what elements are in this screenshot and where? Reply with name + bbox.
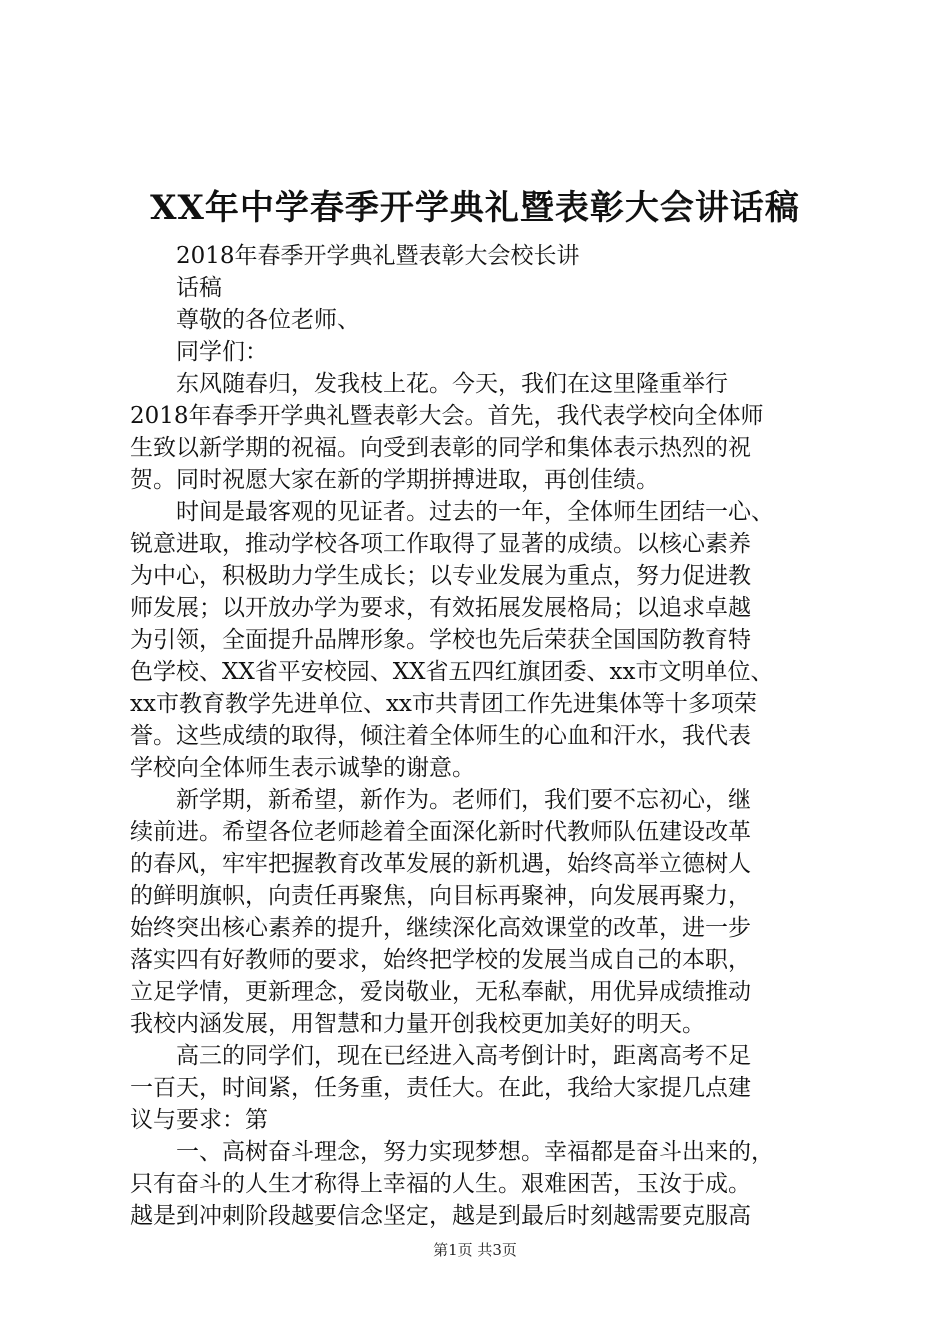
body-line: 誉。这些成绩的取得，倾注着全体师生的心血和汗水，我代表	[130, 723, 751, 749]
body-line: 我校内涵发展，用智慧和力量开创我校更加美好的明天。	[130, 1011, 705, 1037]
body-line: 同学们：	[176, 339, 268, 365]
body-line: 锐意进取，推动学校各项工作取得了显著的成绩。以核心素养	[130, 531, 751, 557]
body-line: 话稿	[176, 275, 222, 301]
body-line: 时间是最客观的见证者。过去的一年，全体师生团结一心、	[176, 499, 774, 525]
body-line: 的鲜明旗帜，向责任再聚焦，向目标再聚神，向发展再聚力，	[130, 883, 751, 909]
body-line: 落实四有好教师的要求，始终把学校的发展当成自己的本职，	[130, 947, 751, 973]
body-line: 一、高树奋斗理念，努力实现梦想。幸福都是奋斗出来的，	[176, 1139, 774, 1165]
body-line: xx市教育教学先进单位、xx市共青团工作先进集体等十多项荣	[130, 691, 757, 717]
body-line: 高三的同学们，现在已经进入高考倒计时，距离高考不足	[176, 1043, 751, 1069]
body-line: 始终突出核心素养的提升，继续深化高效课堂的改革，进一步	[130, 915, 751, 941]
body-line: 为中心，积极助力学生成长；以专业发展为重点，努力促进教	[130, 563, 751, 589]
body-line: 议与要求：第	[130, 1107, 268, 1133]
body-line: 生致以新学期的祝福。向受到表彰的同学和集体表示热烈的祝	[130, 435, 751, 461]
body-line: 2018年春季开学典礼暨表彰大会校长讲	[176, 243, 580, 269]
page-footer: 第1页 共3页	[433, 1241, 517, 1259]
body-line: 越是到冲刺阶段越要信念坚定，越是到最后时刻越需要克服高	[130, 1203, 751, 1229]
body-line: 的春风，牢牢把握教育改革发展的新机遇，始终高举立德树人	[130, 851, 751, 877]
body-line: 贺。同时祝愿大家在新的学期拼搏进取，再创佳绩。	[130, 467, 659, 493]
body-line: 一百天，时间紧，任务重，责任大。在此，我给大家提几点建	[130, 1075, 751, 1101]
document-title: XX年中学春季开学典礼暨表彰大会讲话稿	[150, 188, 800, 228]
body-line: 新学期，新希望，新作为。老师们，我们要不忘初心，继	[176, 787, 751, 813]
body-line: 续前进。希望各位老师趁着全面深化新时代教师队伍建设改革	[130, 819, 751, 845]
body-line: 为引领，全面提升品牌形象。学校也先后荣获全国国防教育特	[130, 627, 751, 653]
body-line: 尊敬的各位老师、	[176, 307, 360, 333]
body-line: 立足学情，更新理念，爱岗敬业，无私奉献，用优异成绩推动	[130, 979, 751, 1005]
body-line: 师发展；以开放办学为要求，有效拓展发展格局；以追求卓越	[130, 595, 751, 621]
body-line: 只有奋斗的人生才称得上幸福的人生。艰难困苦，玉汝于成。	[130, 1171, 751, 1197]
body-line: 色学校、XX省平安校园、XX省五四红旗团委、xx市文明单位、	[130, 659, 774, 685]
body-line: 学校向全体师生表示诚挚的谢意。	[130, 755, 475, 781]
body-line: 东风随春归，发我枝上花。今天，我们在这里隆重举行	[176, 371, 728, 397]
document-body	[130, 240, 830, 1232]
body-line: 2018年春季开学典礼暨表彰大会。首先，我代表学校向全体师	[130, 403, 764, 429]
